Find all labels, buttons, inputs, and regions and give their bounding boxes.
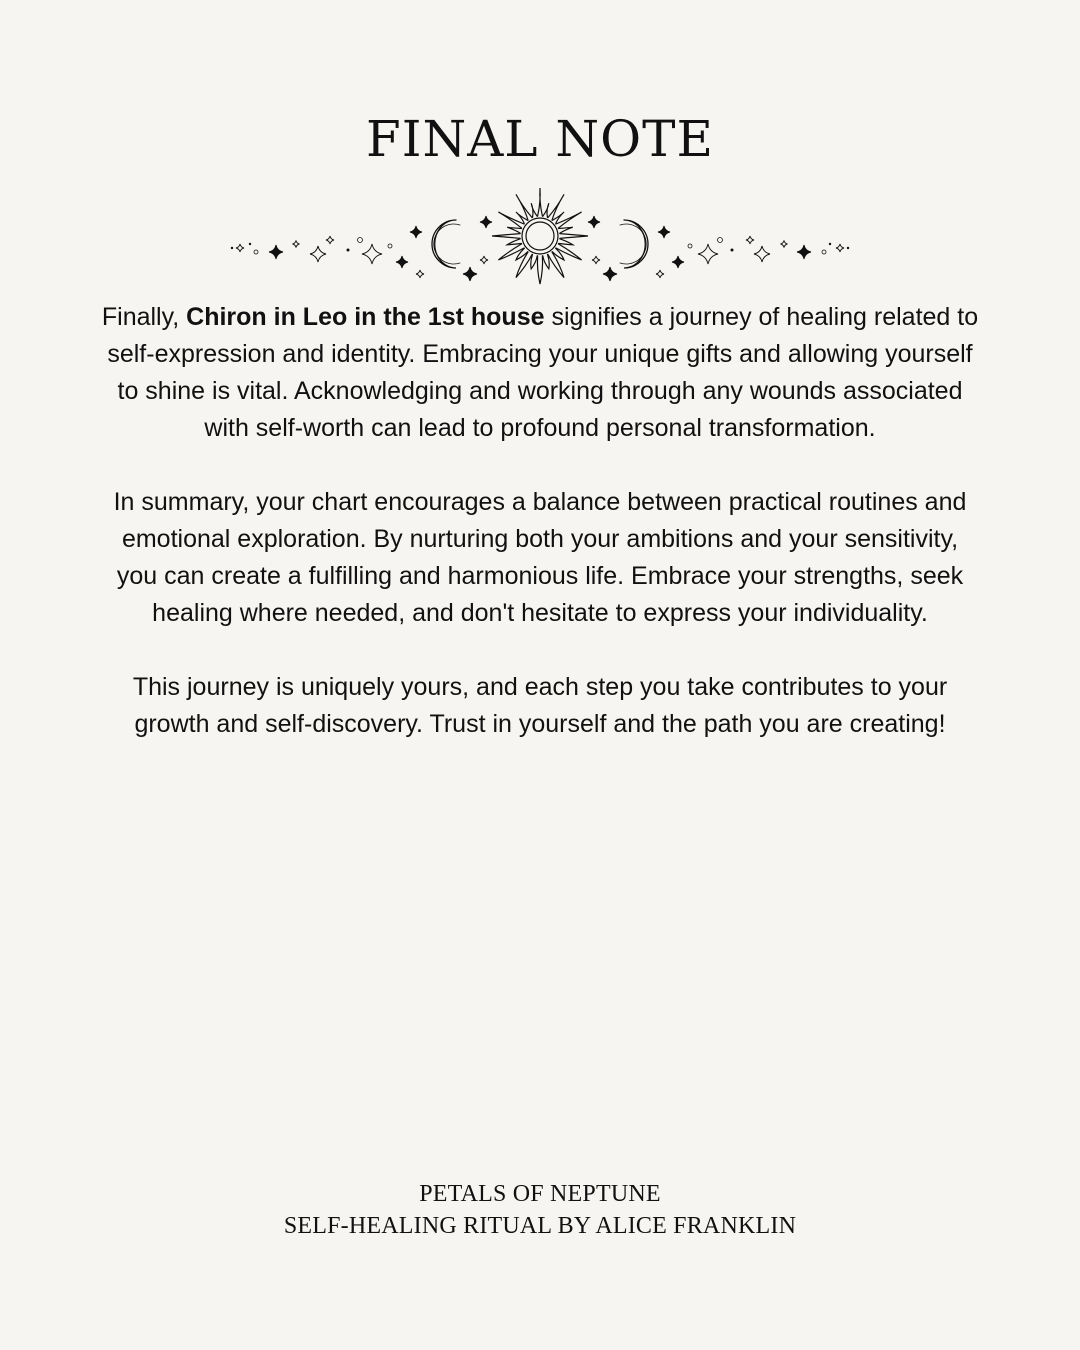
crescent-moon-left-icon xyxy=(432,220,460,268)
sun-icon xyxy=(492,188,588,284)
ritual-credit: SELF-HEALING RITUAL BY ALICE FRANKLIN xyxy=(283,1213,797,1239)
brand-name: PETALS OF NEPTUNE xyxy=(419,1181,661,1207)
body-text xyxy=(100,299,980,780)
page-title: FINAL NOTE xyxy=(366,110,714,168)
footer xyxy=(0,1178,1080,1242)
paragraph-chiron: Finally, Chiron in Leo in the 1st house signifies a journey of healing related to self-expression and identity. Embracing your unique gifts and allowing yourself to shine is vital. Acknowledging and working through any wounds associated with self-worth can lead to profound personal transformation. xyxy=(101,303,979,442)
paragraph-journey: This journey is uniquely yours, and each step you take contributes to your growth and self-discovery. Trust in yourself and the path you are creating! xyxy=(132,673,948,738)
chiron-highlight: Chiron in Leo in the 1st house xyxy=(186,303,545,331)
crescent-moon-right-icon xyxy=(620,220,648,268)
celestial-divider-icon xyxy=(220,186,860,290)
paragraph-summary: In summary, your chart encourages a balance between practical routines and emotional exploration. By nurturing both your ambitions and your sensitivity, you can create a fulfilling and harmonious life. Embrace your strengths, seek healing where needed, and don't hesitate to express your individuality. xyxy=(113,488,967,627)
stars-icon xyxy=(231,216,849,281)
